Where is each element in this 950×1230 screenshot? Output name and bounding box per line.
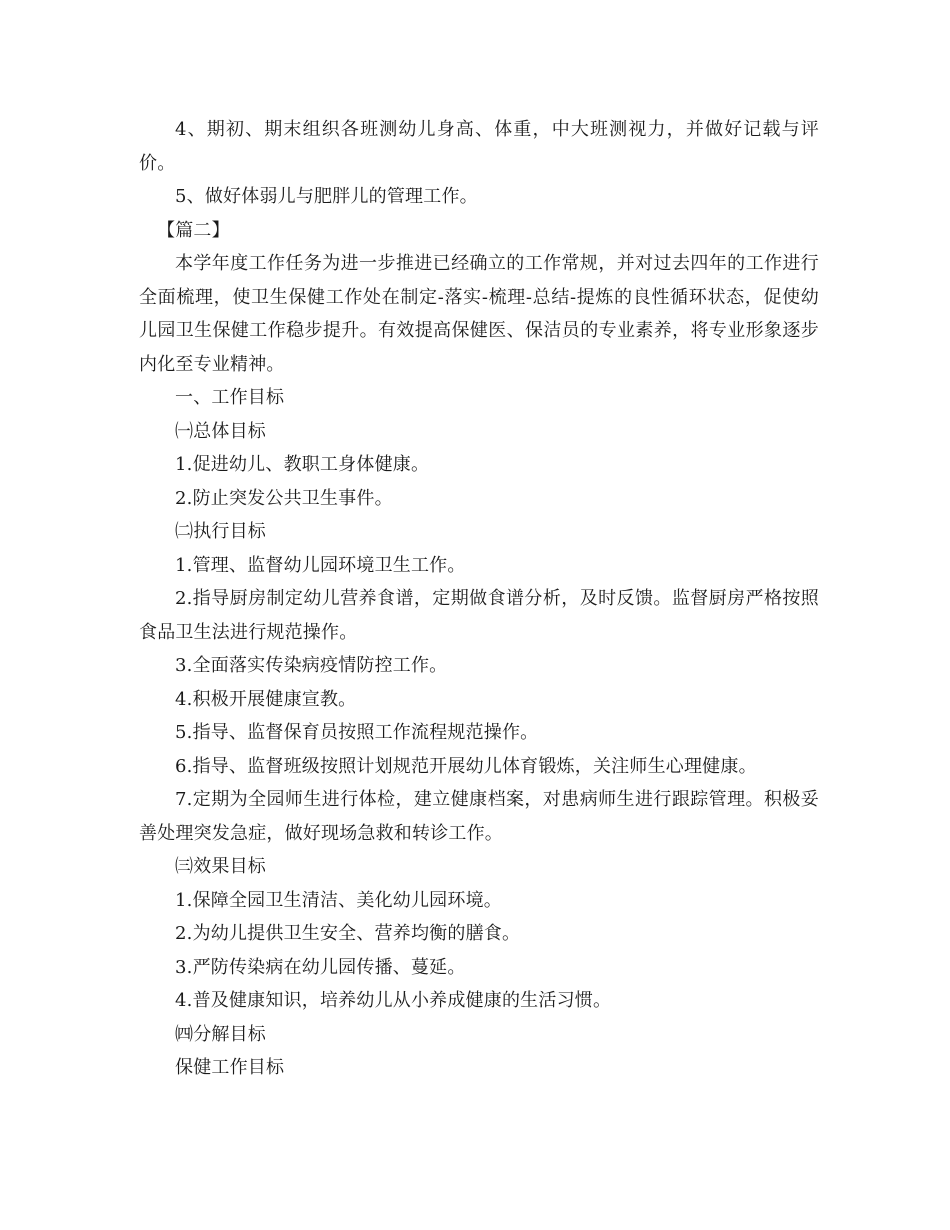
subheading-overall-goals: ㈠总体目标 bbox=[175, 420, 266, 442]
list-item: 7.定期为全园师生进行体检，建立健康档案，对患病师生进行跟踪管理。积极妥善处理突发急症，做好现场急救和转诊工作。 bbox=[139, 789, 819, 844]
document-body bbox=[139, 113, 819, 1085]
list-item: 4.积极开展健康宣教。 bbox=[175, 688, 357, 710]
intro-paragraph: 本学年度工作任务为进一步推进已经确立的工作常规，并对过去四年的工作进行全面梳理，使卫生保健工作处在制定-落实-梳理-总结-提炼的良性循环状态，促使幼儿园卫生保健工作稳步提升。有效提高保健医、保洁员的专业素养，将专业形象逐步内化至专业精神。 bbox=[139, 253, 819, 375]
subheading-effect-goals: ㈢效果目标 bbox=[175, 856, 266, 877]
paragraph-item-4: 4、期初、期末组织各班测幼儿身高、体重，中大班测视力，并做好记载与评价。 bbox=[139, 119, 819, 174]
list-item: 2.为幼儿提供卫生安全、营养均衡的膳食。 bbox=[175, 923, 521, 944]
list-item: 6.指导、监督班级按照计划规范开展幼儿体育锻炼，关注师生心理健康。 bbox=[175, 755, 757, 777]
list-item: 2.防止突发公共卫生事件。 bbox=[175, 487, 393, 509]
list-item: 1.促进幼儿、教职工身体健康。 bbox=[175, 454, 430, 475]
heading-work-goals: 一、工作目标 bbox=[175, 387, 285, 408]
subheading-breakdown-goals: ㈣分解目标 bbox=[175, 1023, 266, 1045]
list-item: 2.指导厨房制定幼儿营养食谱，定期做食谱分析，及时反馈。监督厨房严格按照食品卫生法进行规范操作。 bbox=[139, 588, 819, 643]
section-heading-part-two: 【篇二】 bbox=[157, 219, 230, 241]
subheading-health-work-goals: 保健工作目标 bbox=[175, 1057, 285, 1078]
list-item: 3.全面落实传染病疫情防控工作。 bbox=[175, 655, 448, 676]
list-item: 5.指导、监督保育员按照工作流程规范操作。 bbox=[175, 722, 539, 743]
list-item: 3.严防传染病在幼儿园传播、蔓延。 bbox=[175, 956, 466, 978]
list-item: 1.管理、监督幼儿园环境卫生工作。 bbox=[175, 554, 466, 576]
subheading-execution-goals: ㈡执行目标 bbox=[175, 521, 266, 542]
list-item: 1.保障全园卫生清洁、美化幼儿园环境。 bbox=[175, 889, 502, 911]
list-item: 4.普及健康知识，培养幼儿从小养成健康的生活习惯。 bbox=[175, 990, 612, 1011]
paragraph-item-5: 5、做好体弱儿与肥胖儿的管理工作。 bbox=[175, 186, 478, 207]
